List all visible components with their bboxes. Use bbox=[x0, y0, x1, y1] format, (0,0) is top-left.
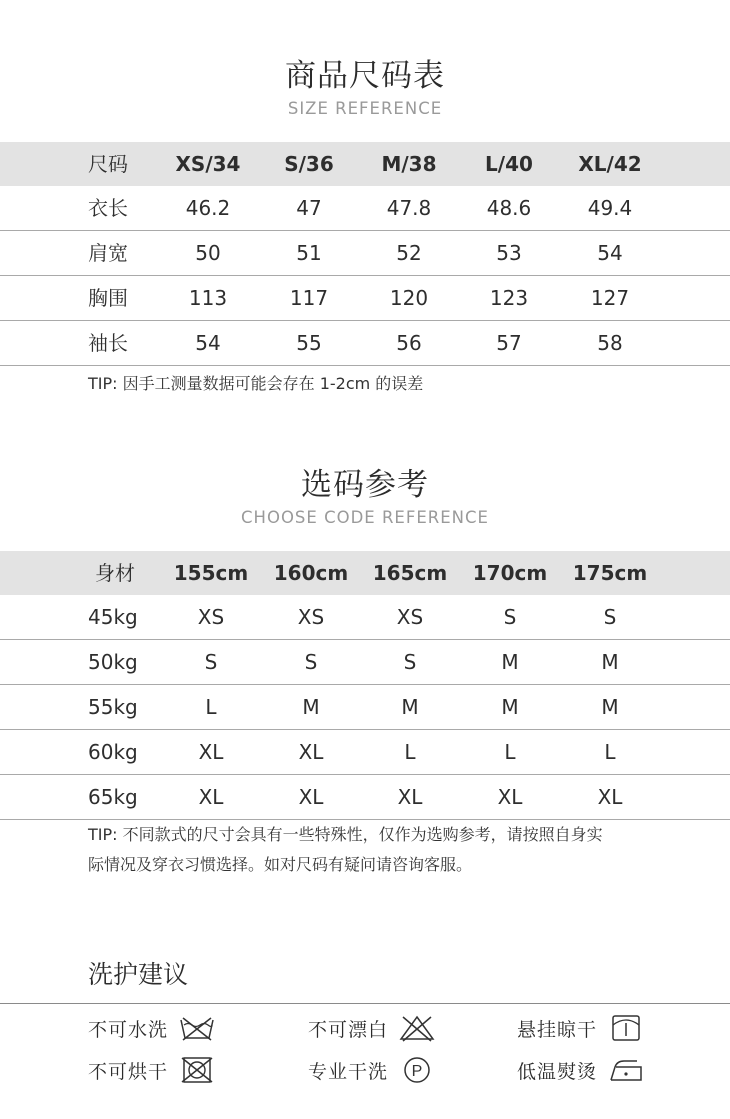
header-cell: 155cm bbox=[173, 561, 249, 585]
size-tip: TIP: 因手工测量数据可能会存在 1-2cm 的误差 bbox=[88, 374, 424, 393]
care-label: 不可水洗 bbox=[88, 1018, 169, 1041]
choose-table-header bbox=[0, 551, 730, 595]
table-cell: L bbox=[205, 695, 217, 719]
table-cell: 47.8 bbox=[386, 196, 432, 220]
table-cell: XS bbox=[297, 605, 325, 629]
header-cell: 170cm bbox=[472, 561, 548, 585]
choose-title: 选码参考 bbox=[301, 467, 429, 503]
care-label: 悬挂晾干 bbox=[517, 1018, 598, 1041]
header-cell: XS/34 bbox=[175, 152, 241, 176]
row-label: 60kg bbox=[88, 740, 138, 764]
row-label: 55kg bbox=[88, 695, 138, 719]
care-title: 洗护建议 bbox=[88, 960, 189, 989]
table-cell: 58 bbox=[597, 331, 623, 355]
table-row bbox=[0, 321, 730, 366]
table-cell: XL bbox=[298, 785, 324, 809]
table-cell: L bbox=[404, 740, 416, 764]
table-cell: 54 bbox=[195, 331, 221, 355]
table-cell: S bbox=[403, 650, 417, 674]
professional-dry-clean-icon bbox=[398, 1055, 434, 1085]
table-cell: 47 bbox=[296, 196, 322, 220]
choose-tip-line-1: TIP: 不同款式的尺寸会具有一些特殊性，仅作为选购参考，请按照自身实 bbox=[88, 825, 603, 844]
table-row bbox=[0, 640, 730, 685]
table-cell: XL bbox=[198, 740, 224, 764]
table-cell: M bbox=[501, 650, 519, 674]
table-cell: 50 bbox=[195, 241, 221, 265]
care-item-low-temp-iron bbox=[517, 1052, 643, 1088]
table-cell: 120 bbox=[389, 286, 429, 310]
table-cell: 52 bbox=[396, 241, 422, 265]
choose-tip-line-2: 际情况及穿衣习惯选择。如对尺码有疑问请咨询客服。 bbox=[88, 855, 473, 874]
table-row bbox=[0, 685, 730, 730]
care-item-no-wash bbox=[88, 1010, 214, 1046]
header-cell: M/38 bbox=[381, 152, 437, 176]
header-cell: 165cm bbox=[372, 561, 448, 585]
table-cell: XL bbox=[597, 785, 623, 809]
table-cell: M bbox=[501, 695, 519, 719]
table-row bbox=[0, 231, 730, 276]
table-cell: M bbox=[601, 695, 619, 719]
hang-dry-icon bbox=[607, 1013, 643, 1043]
table-cell: 57 bbox=[496, 331, 522, 355]
table-cell: 123 bbox=[489, 286, 529, 310]
choose-tip bbox=[88, 820, 668, 880]
care-item-professional-dry-clean bbox=[308, 1052, 434, 1088]
table-cell: XS bbox=[396, 605, 424, 629]
table-cell: 46.2 bbox=[185, 196, 231, 220]
header-cell: 160cm bbox=[273, 561, 349, 585]
low-temp-iron-icon bbox=[607, 1055, 643, 1085]
size-section-heading bbox=[0, 50, 730, 118]
size-subtitle: SIZE REFERENCE bbox=[287, 99, 443, 118]
row-label: 65kg bbox=[88, 785, 138, 809]
table-cell: 53 bbox=[496, 241, 522, 265]
table-cell: M bbox=[401, 695, 419, 719]
table-cell: XL bbox=[298, 740, 324, 764]
table-cell: 54 bbox=[597, 241, 623, 265]
table-cell: M bbox=[302, 695, 320, 719]
table-cell: M bbox=[601, 650, 619, 674]
row-label: 50kg bbox=[88, 650, 138, 674]
table-cell: 113 bbox=[188, 286, 228, 310]
table-cell: XL bbox=[497, 785, 523, 809]
care-label: 不可漂白 bbox=[308, 1018, 389, 1041]
care-item-no-bleach bbox=[308, 1010, 434, 1046]
care-item-no-tumble-dry bbox=[88, 1052, 214, 1088]
table-cell: 51 bbox=[296, 241, 322, 265]
no-bleach-icon bbox=[398, 1013, 434, 1043]
row-label: 45kg bbox=[88, 605, 138, 629]
choose-section-heading bbox=[0, 459, 730, 527]
table-cell: XL bbox=[198, 785, 224, 809]
table-row bbox=[0, 775, 730, 820]
table-cell: 127 bbox=[590, 286, 630, 310]
header-cell: L/40 bbox=[485, 152, 533, 176]
table-cell: 117 bbox=[289, 286, 329, 310]
size-title: 商品尺码表 bbox=[285, 58, 445, 94]
no-tumble-dry-icon bbox=[178, 1055, 214, 1085]
header-cell: 175cm bbox=[572, 561, 648, 585]
care-divider bbox=[0, 1003, 730, 1004]
choose-table bbox=[0, 551, 730, 820]
header-cell: XL/42 bbox=[578, 152, 642, 176]
table-cell: S bbox=[204, 650, 218, 674]
row-label: 袖长 bbox=[88, 331, 128, 355]
table-cell: 55 bbox=[296, 331, 322, 355]
svg-text:P: P bbox=[411, 1063, 423, 1080]
header-cell: 身材 bbox=[95, 561, 135, 585]
header-cell: S/36 bbox=[284, 152, 334, 176]
header-cell: 尺码 bbox=[88, 152, 128, 176]
row-label: 衣长 bbox=[88, 196, 128, 220]
table-cell: 49.4 bbox=[587, 196, 633, 220]
size-table-header bbox=[0, 142, 730, 186]
care-label: 不可烘干 bbox=[88, 1060, 169, 1083]
row-label: 肩宽 bbox=[88, 241, 128, 265]
table-row bbox=[0, 595, 730, 640]
care-label: 专业干洗 bbox=[308, 1060, 389, 1083]
table-cell: L bbox=[504, 740, 516, 764]
size-table bbox=[0, 142, 730, 366]
table-cell: S bbox=[603, 605, 617, 629]
care-item-hang-dry bbox=[517, 1010, 643, 1046]
table-row bbox=[0, 276, 730, 321]
table-cell: L bbox=[604, 740, 616, 764]
table-cell: XL bbox=[397, 785, 423, 809]
table-cell: S bbox=[503, 605, 517, 629]
choose-subtitle: CHOOSE CODE REFERENCE bbox=[241, 508, 489, 527]
table-cell: S bbox=[304, 650, 318, 674]
table-row bbox=[0, 730, 730, 775]
care-label: 低温熨烫 bbox=[517, 1060, 598, 1083]
no-wash-icon bbox=[178, 1013, 214, 1043]
table-cell: 56 bbox=[396, 331, 422, 355]
table-cell: 48.6 bbox=[486, 196, 532, 220]
row-label: 胸围 bbox=[88, 286, 128, 310]
table-cell: XS bbox=[197, 605, 225, 629]
table-row bbox=[0, 186, 730, 231]
